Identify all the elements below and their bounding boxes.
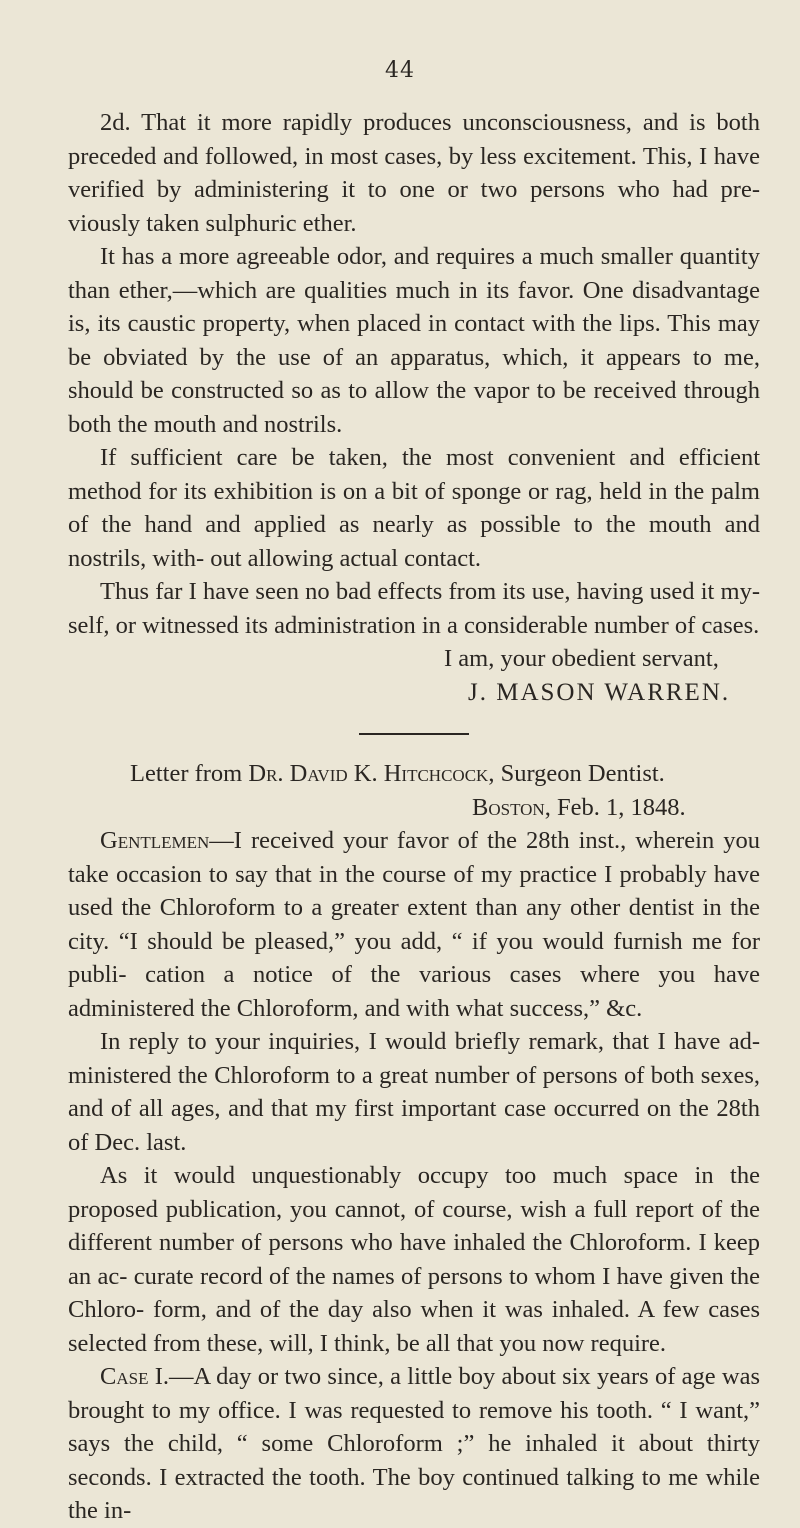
- letter-heading: [68, 757, 760, 791]
- signature: J. MASON WARREN.: [468, 678, 731, 706]
- author-name: Dr. David K. Hitchcock: [248, 760, 489, 787]
- case-label: Case I.: [100, 1363, 170, 1390]
- dateline-city: Boston: [472, 793, 545, 821]
- paragraph: As it would unquestionably occupy too much space in the proposed publication, you cannot, of course, wish a full report of the different number of persons who have inhaled the Chloroform. I keep an ac- curate record of the names of persons to whom I have given the Chloro- form, and of the day also when it was inhaled. A few cases selected from these, will, I think, be all that you now require.: [68, 1162, 760, 1357]
- heading-prefix: Letter from: [130, 760, 249, 787]
- paragraph: 2d. That it more rapidly produces unconsciousness, and is both preceded and followed, in most cases, by less excitement. This, I have verified by administering it to one or two persons who had pre- viously taken sulphuric ether.: [68, 109, 760, 237]
- dateline: [68, 791, 760, 825]
- salutation: Gentlemen: [100, 827, 210, 854]
- page-number: 44: [385, 58, 415, 83]
- paragraph: If sufficient care be taken, the most convenient and efficient method for its exhibition is on a bit of sponge or rag, held in the palm of the hand and applied as nearly as possible to the mouth and nostrils, with- out allowing actual contact.: [68, 444, 760, 572]
- heading-suffix: , Surgeon Dentist.: [488, 760, 665, 787]
- paragraph: [68, 824, 760, 1025]
- letter-closing: I am, your obedient servant,: [444, 645, 719, 672]
- paragraph-text: —I received your favor of the 28th inst., wherein you take occasion to say that in the course of my practice I probably have used the Chloroform to a greater extent than any other dentist in the city. “I should be pleased,” you add, “ if you would furnish me for publi- cation a notice of the various cases where you have administered the Chloroform, and with what success,” &c.: [68, 827, 760, 1022]
- paragraph: [68, 1360, 760, 1528]
- section-divider: [359, 733, 469, 735]
- dateline-date: , Feb. 1, 1848.: [544, 793, 686, 821]
- page-body: [68, 106, 760, 1528]
- paragraph: In reply to your inquiries, I would briefly remark, that I have ad- ministered the Chloroform to a great number of persons of both sexes, and of all ages, and that my first important case occurred on the 28th of Dec. last.: [68, 1028, 760, 1156]
- case-text: —A day or two since, a little boy about six years of age was brought to my office. I was requested to remove his tooth. “ I want,” says the child, “ some Chloroform ;” he inhaled it about thirty seconds. I extracted the tooth. The boy continued talking to me while the in-: [68, 1363, 760, 1524]
- paragraph: It has a more agreeable odor, and requires a much smaller quantity than ether,—which are qualities much in its favor. One disadvantage is, its caustic property, when placed in contact with the lips. This may be obviated by the use of an apparatus, which, it appears to me, should be constructed so as to allow the vapor to be received through both the mouth and nostrils.: [68, 243, 760, 438]
- paragraph: Thus far I have seen no bad effects from its use, having used it my- self, or witnessed its administration in a considerable number of cases.: [68, 578, 760, 639]
